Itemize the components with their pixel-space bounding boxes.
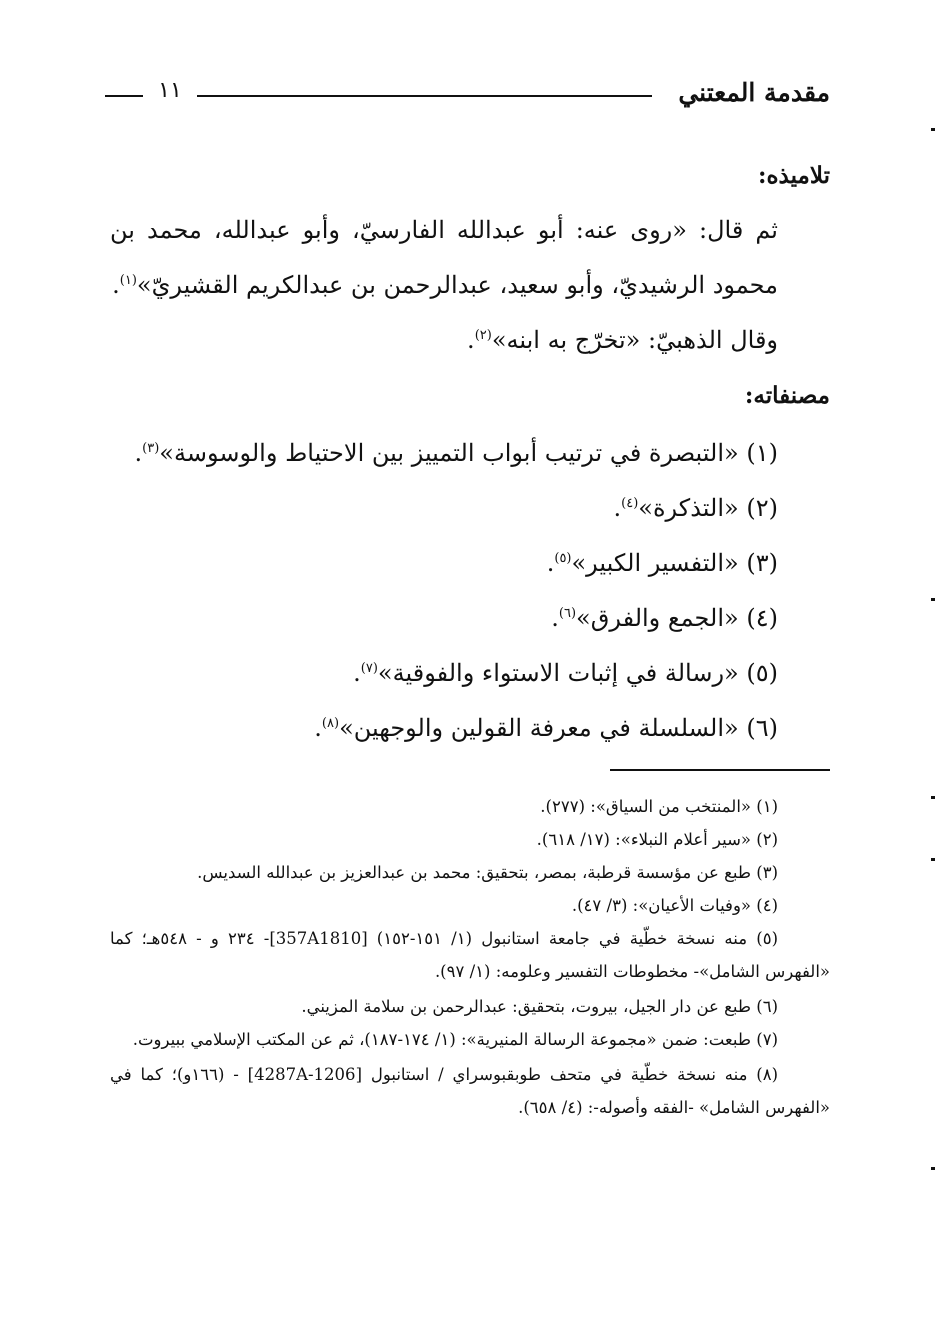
scan-mark [931,858,935,861]
work-title: «التفسير الكبير» [571,549,739,577]
work-title: «التبصرة في ترتيب أبواب التمييز بين الاحتياط والوسوسة» [159,439,739,467]
main-text [110,148,830,756]
works-list [110,426,830,756]
students-text: ثم قال: «روى عنه: أبو عبدالله الفارسيّ، وأبو عبدالله، محمد بن محمود الرشيديّ، وأبو سعيد، عبدالرحمن بن عبدالكريم القشيريّ» [110,216,778,299]
work-item: (١) «التبصرة في ترتيب أبواب التمييز بين الاحتياط والوسوسة»$^{(٣)}$. [134,439,778,467]
chapter-title: مقدمة المعتني [678,78,830,107]
footnote-ref: (٥) [554,551,572,566]
scan-mark [931,598,935,601]
work-number: (٢) [746,494,778,522]
students-paragraph: ثم قال: «روى عنه: أبو عبدالله الفارسيّ، وأبو عبدالله، محمد بن محمود الرشيديّ، وأبو سعيد، عبدالرحمن بن عبدالكريم القشيريّ»$^{(١)}$. [110,216,778,299]
page-number: ١١ [158,78,182,103]
footnote: (٨) منه نسخة خطّية في متحف طوبقبوسراي / استانبول [4287A-1206] - (١٦٦و)؛ كما في «الفهرس الشامل» -الفقه وأصوله-: (٤/ ٦٥٨). [110,1065,830,1117]
work-title: «السلسلة في معرفة القولين والوجهين» [339,714,739,742]
work-number: (١) [746,439,778,467]
work-title: «رسالة في إثبات الاستواء والفوقية» [377,659,739,687]
work-item: (٢) «التذكرة»$^{(٤)}$. [613,494,778,522]
scan-mark [931,796,935,799]
work-number: (٦) [746,714,778,742]
work-item: (٤) «الجمع والفرق»$^{(٦)}$. [551,604,778,632]
scan-mark [931,1167,935,1170]
footnote-ref: (١) [119,273,137,288]
footnote: (٤) «وفيات الأعيان»: (٣/ ٤٧). [571,896,778,915]
footnote-ref: (٤) [621,496,639,511]
work-number: (٤) [746,604,778,632]
footnote-ref: (٦) [558,606,577,621]
footnote-ref: (٣) [142,441,160,456]
footnote-separator [610,769,830,771]
works-heading: مصنفاته: [744,382,830,409]
footnote: (٦) طبع عن دار الجيل، بيروت، بتحقيق: عبدالرحمن بن سلامة المزيني. [301,997,778,1016]
footnote-ref: (٢) [474,328,492,343]
work-item: (٦) «السلسلة في معرفة القولين والوجهين»$^{(٨)}$. [314,714,778,742]
scan-mark [931,128,935,131]
footnote: (٣) طبع عن مؤسسة قرطبة، بمصر، بتحقيق: محمد بن عبدالعزيز بن عبدالله السديس. [197,863,778,882]
dhahabi-text: وقال الذهبيّ: «تخرّج به ابنه» [491,326,778,354]
footnotes [110,790,830,1124]
footnote-ref: (٧) [360,661,378,676]
work-item: (٣) «التفسير الكبير»$^{(٥)}$. [546,549,778,577]
footnote: (٥) منه نسخة خطّية في جامعة استانبول (١/ ١٥١-١٥٢) [357A1810]- ٢٣٤ و - ٥٤٨هـ؛ كما «الفهرس الشامل»- مخطوطات التفسير وعلومه: (١/ ٩٧). [110,929,830,981]
header-dash [105,95,143,97]
footnote: (٧) طبعت: ضمن «مجموعة الرسالة المنيرية»: (١/ ١٧٤-١٨٧)، ثم عن المكتب الإسلامي ببيروت. [132,1030,778,1049]
running-header [105,78,830,118]
dhahabi-quote: وقال الذهبيّ: «تخرّج به ابنه»$^{(٢)}$. [467,326,778,354]
header-rule [197,95,652,97]
footnote-ref: (٨) [321,716,340,731]
footnote: (١) «المنتخب من السياق»: (٢٧٧). [540,797,778,816]
work-number: (٥) [746,659,778,687]
work-title: «التذكرة» [638,494,739,522]
students-heading: تلاميذه: [758,162,830,189]
work-title: «الجمع والفرق» [576,604,739,632]
work-item: (٥) «رسالة في إثبات الاستواء والفوقية»$^{(٧)}$. [353,659,778,687]
work-number: (٣) [746,549,778,577]
footnote: (٢) «سير أعلام النبلاء»: (١٧/ ٦١٨). [536,830,778,849]
